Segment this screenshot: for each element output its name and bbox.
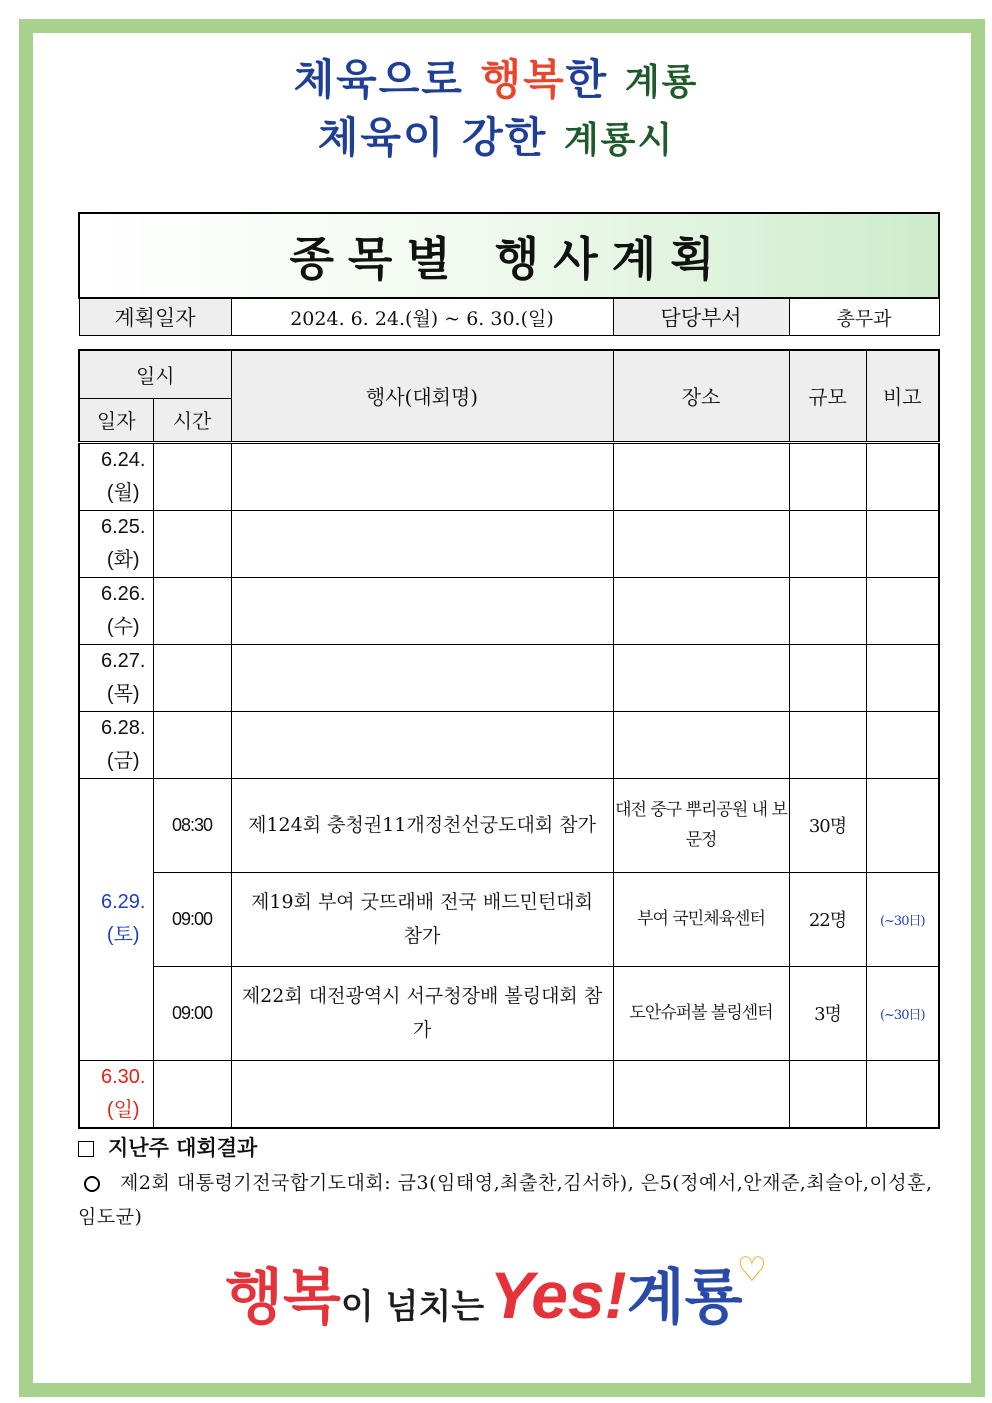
event-name: 제22회 대전광역시 서구청장배 볼링대회 참가	[231, 966, 613, 1060]
heart-icon: ♡	[736, 1250, 768, 1290]
event-note	[866, 778, 939, 872]
event-place: 도안슈퍼볼 볼링센터	[613, 966, 789, 1060]
event-time: 09:00	[153, 966, 231, 1060]
table-row	[79, 510, 939, 577]
col-header-datetime: 일시	[79, 350, 231, 398]
dept-value: 총무과	[789, 298, 939, 336]
event-time: 09:00	[153, 872, 231, 966]
event-time: 08:30	[153, 778, 231, 872]
slogan-text: 체육이 강한	[317, 113, 548, 162]
table-row	[79, 442, 939, 510]
slogan-text: 체육으로	[293, 55, 464, 104]
date-cell-sunday: 6.30. (일)	[79, 1060, 153, 1128]
event-scale: 22명	[789, 872, 866, 966]
slogan-text: 행복	[480, 55, 566, 104]
event-name: 제124회 충청권11개정천선궁도대회 참가	[231, 778, 613, 872]
date-cell: 6.27. (목)	[79, 644, 153, 711]
col-header-note: 비고	[866, 350, 939, 442]
col-header-place: 장소	[613, 350, 789, 442]
document-title: 종목별 행사계획	[79, 213, 939, 298]
col-header-scale: 규모	[789, 350, 866, 442]
table-row	[79, 872, 939, 966]
col-header-time: 시간	[153, 398, 231, 442]
date-cell-saturday: 6.29. (토)	[79, 778, 153, 1060]
circle-bullet-icon	[84, 1176, 100, 1192]
slogan-text: 계룡시	[563, 120, 675, 161]
col-header-date: 일자	[79, 398, 153, 442]
slogan-text: 한	[565, 55, 609, 104]
date-cell: 6.26. (수)	[79, 577, 153, 644]
date-cell: 6.28. (금)	[79, 711, 153, 778]
event-scale: 3명	[789, 966, 866, 1060]
plan-date-label: 계획일자	[79, 298, 231, 336]
date-cell: 6.25. (화)	[79, 510, 153, 577]
col-header-event: 행사(대회명)	[231, 350, 613, 442]
slogan-line-1	[0, 55, 992, 108]
slogan-text: 계룡	[624, 62, 699, 103]
event-name: 제19회 부여 굿뜨래배 전국 배드민턴대회 참가	[231, 872, 613, 966]
table-row	[79, 778, 939, 872]
table-row	[79, 966, 939, 1060]
slogan-line-2	[0, 113, 992, 166]
dept-label: 담당부서	[613, 298, 789, 336]
date-cell: 6.24. (월)	[79, 442, 153, 510]
results-heading: 지난주 대회결과	[78, 1132, 948, 1162]
event-note: (~30日)	[866, 872, 939, 966]
footer-logo: 행복이 넘치는 Yes!계룡♡	[224, 1250, 768, 1333]
square-bullet-icon	[78, 1141, 94, 1157]
last-week-results	[78, 1132, 948, 1234]
results-line: 제2회 대통령기전국합기도대회: 금3(임태영,최출찬,김서하), 은5(정예서,안재준,최슬아,이성훈,임도균)	[78, 1172, 933, 1228]
table-row	[79, 577, 939, 644]
table-row	[79, 711, 939, 778]
schedule-table	[78, 349, 940, 1129]
event-note: (~30日)	[866, 966, 939, 1060]
table-row	[79, 1060, 939, 1128]
plan-date-value: 2024. 6. 24.(월) ~ 6. 30.(일)	[231, 298, 613, 336]
event-place: 부여 국민체육센터	[613, 872, 789, 966]
event-scale: 30명	[789, 778, 866, 872]
table-row	[79, 644, 939, 711]
event-place: 대전 중구 뿌리공원 내 보문정	[613, 778, 789, 872]
plan-header-table	[78, 212, 940, 336]
